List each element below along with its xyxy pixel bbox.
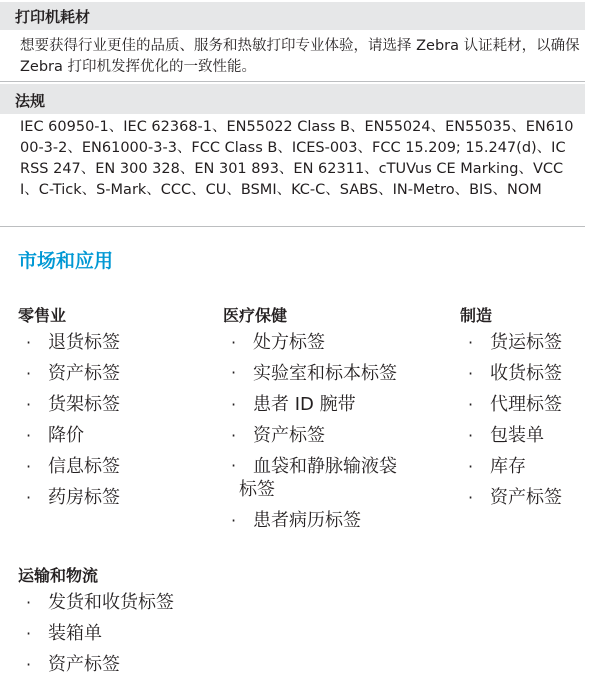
bullet: · bbox=[26, 593, 32, 612]
bullet: · bbox=[231, 456, 237, 475]
list-item-label: 货架标签 bbox=[48, 394, 120, 415]
bullet: · bbox=[26, 395, 32, 414]
markets-title: 市场和应用 bbox=[18, 250, 114, 272]
list-item-label: 代理标签 bbox=[490, 394, 562, 415]
list-item bbox=[18, 389, 218, 420]
list-item bbox=[223, 389, 423, 420]
list-item-label: 收货标签 bbox=[490, 363, 562, 384]
list-item-label: 患者病历标签 bbox=[253, 510, 361, 531]
list-item-label: 降价 bbox=[48, 425, 84, 446]
bullet: · bbox=[26, 457, 32, 476]
bullet: · bbox=[26, 364, 32, 383]
list-item-label: 实验室和标本标签 bbox=[253, 363, 397, 384]
list-item bbox=[18, 451, 218, 482]
bullet: · bbox=[26, 624, 32, 643]
consumables-title: 打印机耗材 bbox=[0, 2, 585, 30]
list-item-label: 退货标签 bbox=[48, 332, 120, 353]
bullet: · bbox=[231, 395, 237, 414]
list-item bbox=[460, 327, 600, 358]
list-item bbox=[223, 420, 423, 451]
bullet: · bbox=[26, 426, 32, 445]
list-item-label: 资产标签 bbox=[490, 487, 562, 508]
list-item bbox=[223, 327, 423, 358]
list-item bbox=[18, 587, 318, 618]
bullet: · bbox=[468, 426, 474, 445]
list-item bbox=[460, 358, 600, 389]
regulatory-title: 法规 bbox=[0, 84, 585, 114]
regulatory-section bbox=[0, 84, 585, 227]
list-item-label: 资产标签 bbox=[48, 654, 120, 675]
list-item bbox=[18, 327, 218, 358]
bullet: · bbox=[26, 488, 32, 507]
list-item bbox=[18, 358, 218, 389]
list-item-label: 药房标签 bbox=[48, 487, 120, 508]
list-item-label: 包装单 bbox=[490, 425, 544, 446]
list-item bbox=[18, 420, 218, 451]
list-item-label: 血袋和静脉输液袋标签 bbox=[239, 456, 397, 500]
bullet: · bbox=[26, 655, 32, 674]
list-item-label: 资产标签 bbox=[48, 363, 120, 384]
list-item bbox=[223, 505, 423, 536]
list-item bbox=[223, 451, 403, 505]
bullet: · bbox=[468, 488, 474, 507]
healthcare-title: 医疗保健 bbox=[223, 306, 288, 325]
list-item-label: 发货和收货标签 bbox=[48, 592, 174, 613]
list-item bbox=[223, 358, 403, 389]
list-item-label: 库存 bbox=[490, 456, 526, 477]
transport-title: 运输和物流 bbox=[18, 566, 99, 585]
bullet: · bbox=[231, 363, 237, 382]
list-item-label: 处方标签 bbox=[253, 332, 325, 353]
bullet: · bbox=[231, 511, 237, 530]
list-item-label: 信息标签 bbox=[48, 456, 120, 477]
list-item bbox=[18, 482, 218, 513]
list-item-label: 患者 ID 腕带 bbox=[253, 394, 356, 415]
list-item-label: 货运标签 bbox=[490, 332, 562, 353]
retail-title: 零售业 bbox=[18, 306, 67, 325]
retail-list bbox=[18, 327, 218, 513]
retail-column bbox=[18, 305, 218, 513]
transport-list bbox=[18, 587, 318, 680]
list-item bbox=[18, 618, 318, 649]
healthcare-column bbox=[223, 305, 423, 536]
list-item bbox=[460, 389, 600, 420]
manufacturing-list bbox=[460, 327, 600, 513]
list-item-label: 装箱单 bbox=[48, 623, 102, 644]
manufacturing-title: 制造 bbox=[460, 306, 493, 325]
manufacturing-column bbox=[460, 305, 600, 513]
list-item-label: 资产标签 bbox=[253, 425, 325, 446]
regulatory-body: IEC 60950-1、IEC 62368-1、EN55022 Class B、EN55024、EN55035、EN61000-3-2、EN61000-3-3、FCC Class B、ICES-003、FCC 15.209; 15.247(d)、IC RSS 247、EN 300 328、EN 301 893、EN 62311、cTUVus CE Marking、VCCI、C-Tick、S-Mark、CCC、CU、BSMI、KC-C、SABS、IN-Metro、BIS、NOM bbox=[0, 114, 585, 227]
healthcare-list bbox=[223, 327, 423, 536]
bullet: · bbox=[468, 333, 474, 352]
list-item bbox=[18, 649, 318, 680]
bullet: · bbox=[231, 426, 237, 445]
list-item bbox=[460, 451, 600, 482]
consumables-section bbox=[0, 2, 585, 82]
list-item bbox=[460, 420, 600, 451]
consumables-body: 想要获得行业更佳的品质、服务和热敏打印专业体验，请选择 Zebra 认证耗材，以确保 Zebra 打印机发挥优化的一致性能。 bbox=[0, 30, 585, 82]
list-item bbox=[460, 482, 600, 513]
bullet: · bbox=[468, 395, 474, 414]
transport-column bbox=[18, 565, 318, 680]
bullet: · bbox=[468, 364, 474, 383]
bullet: · bbox=[231, 333, 237, 352]
bullet: · bbox=[26, 333, 32, 352]
bullet: · bbox=[468, 457, 474, 476]
